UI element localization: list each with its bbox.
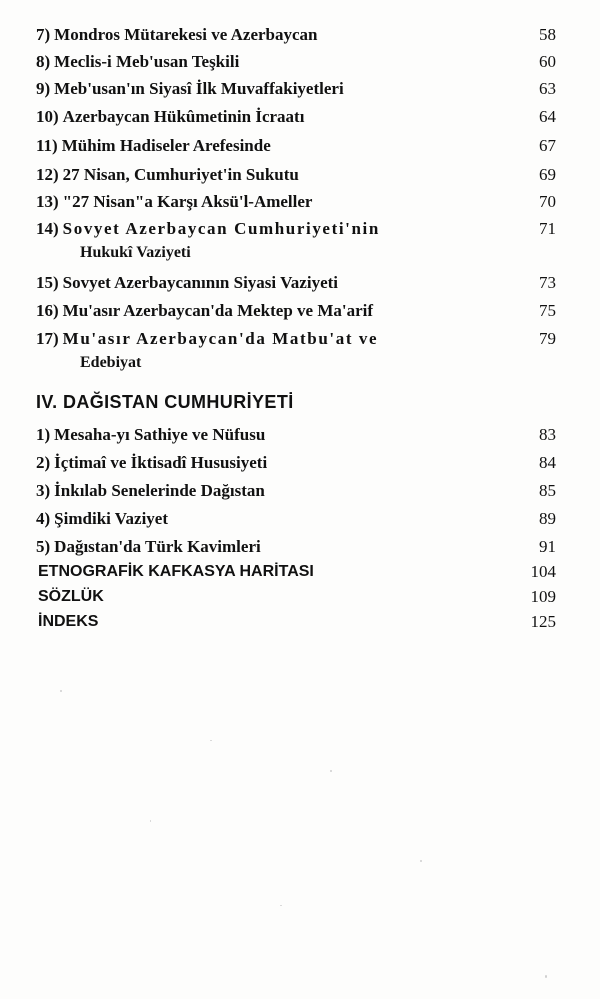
toc-entry-b1: [36, 424, 556, 446]
toc-entry-title: Sovyet Azerbaycan Cumhuriyeti'nin: [62, 219, 380, 238]
toc-entry-page: 70: [539, 192, 556, 211]
toc-entry-title: Mondros Mütarekesi ve Azerbaycan: [54, 25, 318, 44]
toc-entry-17: [36, 328, 556, 350]
print-speck: [60, 690, 62, 692]
toc-entry-13: [36, 191, 556, 213]
print-speck: [420, 860, 422, 862]
toc-entry-page: 84: [539, 453, 556, 472]
back-matter-glossary: [38, 586, 556, 608]
toc-entry-title: "27 Nisan"a Karşı Aksü'l-Ameller: [62, 192, 313, 211]
toc-entry-number: 13): [36, 192, 59, 211]
back-matter-page: 109: [530, 587, 556, 606]
back-matter-page: 104: [530, 562, 556, 581]
print-speck: [330, 770, 332, 772]
toc-entry-title: Dağıstan'da Türk Kavimleri: [54, 537, 261, 556]
toc-entry-number: 3): [36, 481, 51, 500]
toc-entry-title: Mu'asır Azerbaycan'da Matbu'at ve: [62, 329, 379, 348]
toc-entry-page: 79: [539, 329, 556, 348]
toc-entry-number: 17): [36, 329, 59, 348]
toc-entry-page: 83: [539, 425, 556, 444]
section-heading: IV. DAĞISTAN CUMHURİYETİ: [36, 392, 294, 412]
back-matter-index: [38, 611, 556, 633]
toc-entry-page: 73: [539, 273, 556, 292]
toc-entry-number: 12): [36, 165, 59, 184]
toc-entry-number: 14): [36, 219, 59, 238]
toc-entry-page: 58: [539, 25, 556, 44]
toc-entry-title: İçtimaî ve İktisadî Hususiyeti: [54, 453, 268, 472]
toc-entry-number: 11): [36, 136, 58, 155]
back-matter-title: ETNOGRAFİK KAFKASYA HARİTASI: [38, 563, 314, 580]
toc-entry-page: 69: [539, 165, 556, 184]
toc-entry-page: 71: [539, 219, 556, 238]
toc-entry-number: 5): [36, 537, 51, 556]
toc-entry-continuation: Edebiyat: [80, 354, 142, 371]
print-speck: [280, 905, 282, 906]
toc-entry-14: [36, 218, 556, 240]
print-speck: [210, 740, 212, 741]
toc-entry-b3: [36, 480, 556, 502]
print-speck: [545, 975, 547, 978]
toc-entry-title: Sovyet Azerbaycanının Siyasi Vaziyeti: [62, 273, 338, 292]
toc-entry-number: 4): [36, 509, 51, 528]
toc-entry-number: 2): [36, 453, 51, 472]
toc-entry-page: 85: [539, 481, 556, 500]
toc-entry-title: Meclis-i Meb'usan Teşkili: [54, 52, 240, 71]
toc-entry-page: 91: [539, 537, 556, 556]
back-matter-page: 125: [530, 612, 556, 631]
toc-entry-12: [36, 164, 556, 186]
toc-entry-continuation: Hukukî Vaziyeti: [80, 244, 191, 261]
print-speck: [150, 820, 151, 822]
toc-entry-number: 8): [36, 52, 51, 71]
toc-entry-b2: [36, 452, 556, 474]
toc-entry-page: 89: [539, 509, 556, 528]
back-matter-title: SÖZLÜK: [38, 588, 104, 605]
toc-entry-title: İnkılab Senelerinde Dağıstan: [54, 481, 265, 500]
toc-entry-number: 15): [36, 273, 59, 292]
toc-entry-16: [36, 300, 556, 322]
toc-entry-number: 10): [36, 107, 59, 126]
toc-entry-number: 9): [36, 79, 51, 98]
toc-entry-page: 64: [539, 107, 556, 126]
toc-entry-title: Mesaha-yı Sathiye ve Nüfusu: [54, 425, 266, 444]
toc-entry-9: [36, 78, 556, 100]
toc-entry-title: Mu'asır Azerbaycan'da Mektep ve Ma'arif: [62, 301, 374, 320]
toc-entry-10: [36, 106, 556, 128]
back-matter-map: [38, 561, 556, 583]
toc-entry-7: [36, 24, 556, 46]
toc-entry-title: Meb'usan'ın Siyasî İlk Muvaffakiyetleri: [54, 79, 344, 98]
back-matter-title: İNDEKS: [38, 613, 99, 630]
toc-entry-page: 75: [539, 301, 556, 320]
toc-entry-title: Mühim Hadiseler Arefesinde: [61, 136, 271, 155]
toc-entry-b5: [36, 536, 556, 558]
toc-entry-b4: [36, 508, 556, 530]
toc-entry-title: Azerbaycan Hükûmetinin İcraatı: [62, 107, 305, 126]
toc-entry-title: Şimdiki Vaziyet: [54, 509, 169, 528]
toc-entry-15: [36, 272, 556, 294]
toc-entry-11: [36, 135, 556, 157]
toc-entry-number: 16): [36, 301, 59, 320]
toc-entry-page: 63: [539, 79, 556, 98]
toc-entry-page: 60: [539, 52, 556, 71]
toc-entry-number: 7): [36, 25, 51, 44]
toc-entry-page: 67: [539, 136, 556, 155]
toc-entry-title: 27 Nisan, Cumhuriyet'in Sukutu: [62, 165, 299, 184]
toc-entry-number: 1): [36, 425, 51, 444]
toc-entry-8: [36, 51, 556, 73]
